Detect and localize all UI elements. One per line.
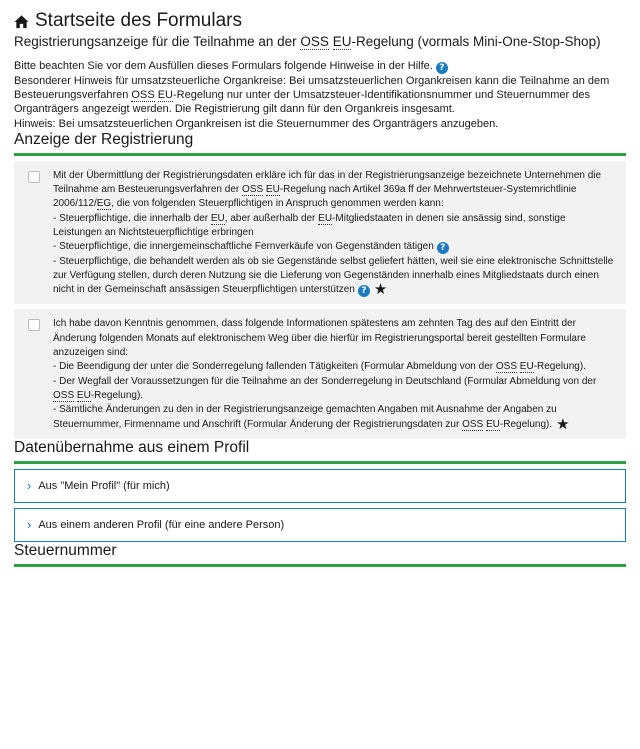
help-icon[interactable]: ?: [437, 242, 449, 254]
chevron-right-icon: ›: [27, 517, 32, 533]
required-star-icon: ★: [373, 281, 388, 299]
help-icon[interactable]: ?: [436, 62, 448, 74]
abbr-oss: OSS: [300, 34, 329, 49]
accordion-label: Aus "Mein Profil" (für mich): [38, 479, 170, 492]
required-star-icon: ★: [556, 415, 570, 433]
home-icon[interactable]: [14, 14, 29, 29]
help-icon[interactable]: ?: [358, 285, 370, 297]
page-subtitle: Registrierungsanzeige für die Teilnahme an der OSS EU-Regelung (vormals Mini-One-Stop-Shop): [14, 34, 601, 49]
accordion-label: Aus einem anderen Profil (für eine andere Person): [38, 518, 285, 531]
chevron-right-icon: ›: [27, 478, 32, 494]
section-heading-steuernummer: Steuernummer: [14, 542, 626, 567]
accordion-anderes-profil[interactable]: [14, 508, 626, 542]
hint-line-1: Bitte beachten Sie vor dem Ausfüllen dieses Formulars folgende Hinweise in der Hilfe.: [14, 60, 433, 72]
abbr-eu: EU: [332, 34, 352, 49]
hint-line-2: Besonderer Hinweis für umsatzsteuerliche Organkreise: Bei umsatzsteuerlichen Organkreisen kann die Teilnahme an dem Besteuerungsverfahren OSS EU-Regelung nur unter der Umsatzsteuer-Identifikationsnummer und Steuernummer des Organträgers angezeigt werden. Die Registrierung gilt dann für den Organkreis insgesamt.: [14, 75, 610, 116]
section-heading-datenuebernahme: Datenübernahme aus einem Profil: [14, 439, 626, 464]
page-title-text: Startseite des Formulars: [35, 10, 242, 31]
accordion-mein-profil[interactable]: [14, 469, 626, 503]
declaration-box-2: [14, 309, 626, 438]
section-heading-registrierung: Anzeige der Registrierung: [14, 131, 626, 156]
declaration-checkbox-1[interactable]: [28, 171, 40, 183]
declaration-text-2: Ich habe davon Kenntnis genommen, dass folgende Informationen spätestens am zehnten Tag des auf den Eintritt der Änderung folgenden Monats auf elektronischem Weg über die hierfür im Registrierungsportal bereit gestellten Formulare anzuzeigen sind: - Die Beendigung der unter die Sonderregelung fallenden Tätigkeiten (Formular Abmeldung von der OSS EU-Regelung). - Der Wegfall der Voraussetzungen für die Teilnahme an der Sonderregelung in Deutschland (Formular Abmeldung von der OSS EU-Regelung). - Sämtliche Änderungen zu den in der Registrierungsanzeige gemachten Angaben mit Ausnahme der Angaben zu Steuernummer, Firmenname und Anschrift (Formular Änderung der Registrierungsdaten zur OSS EU-Regelung). ★: [53, 318, 597, 433]
declaration-text-1: Mit der Übermittlung der Registrierungsdaten erkläre ich für das in der Registrierungsanzeige bezeichnete Unternehmen die Teilnahme am Besteuerungsverfahren der OSS EU-Regelung nach Artikel 369a ff der Mehrwertsteuer-Systemrichtlinie 2006/112/EG, die von folgenden Steuerpflichtigen in Anspruch genommen werden kann: - Steuerpflichtige, die innerhalb der EU, aber außerhalb der EU-Mitgliedstaaten in denen sie ansässig sind, sonstige Leistungen an Nichtsteuerpflichtige erbringen - Steuerpflichtige, die innergemeinschaftliche Fernverkäufe von Gegenständen tätigen ? - Steuerpflichtige, die behandelt werden als ob sie Gegenstände selbst geliefert hätten, weil sie eine elektronische Schnittstelle zur Verfügung stellen, durch deren Nutzung sie die Lieferung von Gegenständen innerhalb eines Mitgliedstaats durch einen nicht in der Gemeinschaft ansässigen Steuerpflichtigen unterstützen ? ★: [53, 169, 614, 299]
form-hints: [14, 59, 626, 131]
declaration-box-1: [14, 161, 626, 305]
declaration-checkbox-2[interactable]: [28, 319, 40, 331]
page-title: [14, 10, 626, 32]
hint-line-3: Hinweis: Bei umsatzsteuerlichen Organkreisen ist die Steuernummer des Organträgers anzugeben.: [14, 117, 499, 130]
